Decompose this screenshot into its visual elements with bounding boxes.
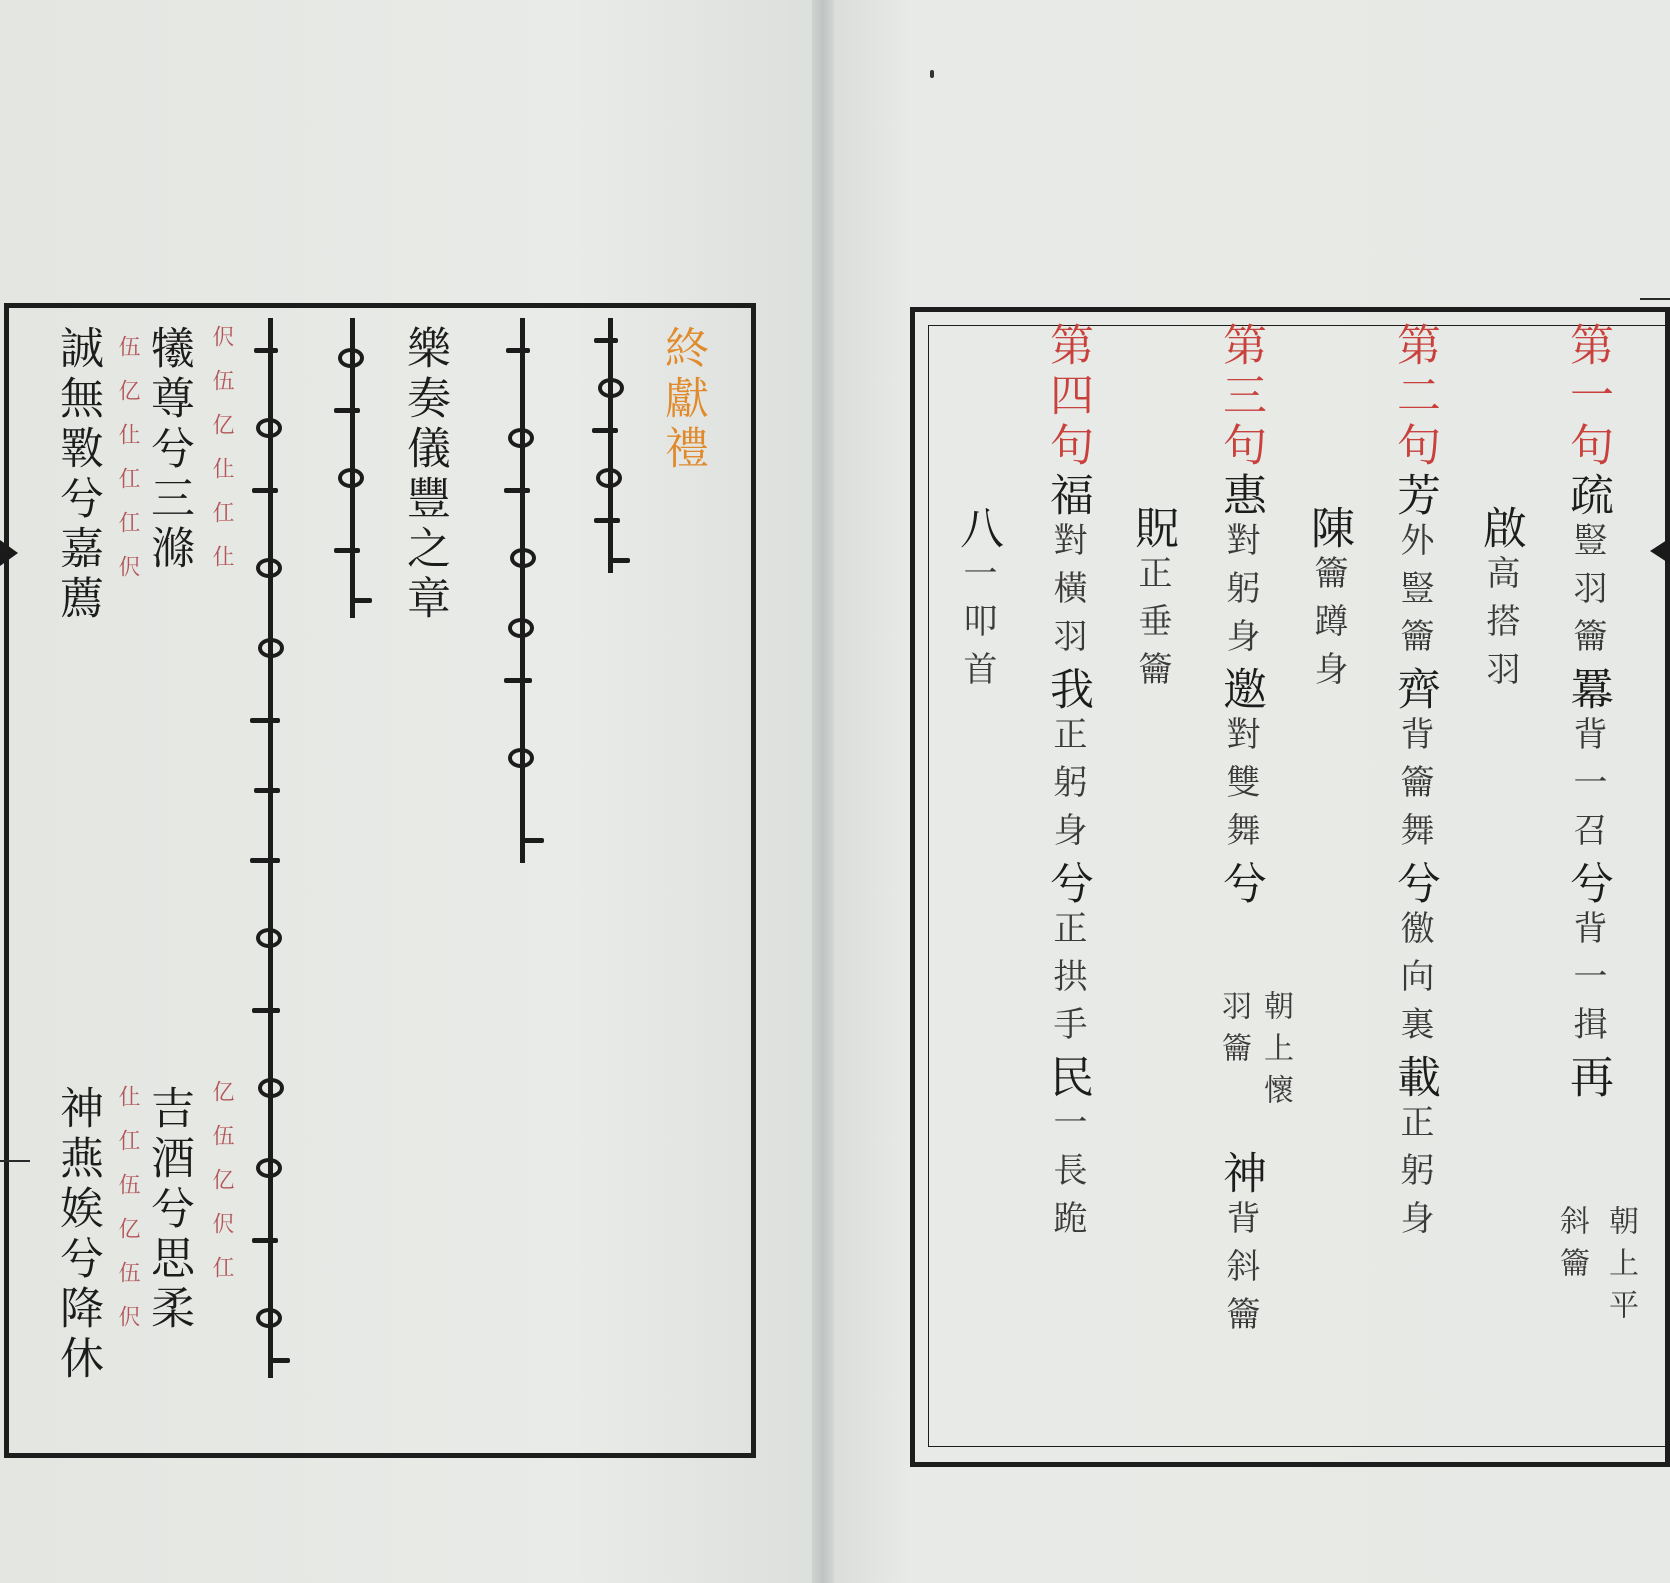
dance-instruction: 一長跪 [1047,1104,1087,1248]
dance-instruction: 正躬身 [1394,1104,1434,1248]
dance-instruction: 籥蹲身 [1308,555,1348,699]
dance-instruction: 背籥舞 [1394,716,1434,860]
lyric-character: 惠 [1215,472,1266,522]
lyric-character: 兮 [1562,860,1613,910]
dance-instruction: 正躬身 [1047,716,1087,860]
instruction-column-2 [1475,505,1526,699]
lyric-character: 神 [1215,1150,1266,1200]
instruction-column-tail [1215,1150,1266,1344]
verse-label: 第四句 [1042,322,1093,472]
lyric-character: 齊 [1389,666,1440,716]
instruction-column-5 [1215,322,1266,910]
instruction-column-6 [1127,505,1178,699]
right-top-rule [1640,298,1670,300]
dance-instruction: 外豎籥 [1394,522,1434,666]
instruction-column-1 [1562,322,1613,1104]
left-fishtail-mark [0,540,18,566]
left-fold-line [0,1160,30,1162]
lyric-character: 貺 [1127,505,1178,555]
dance-instruction: 一叩首 [957,555,997,699]
verse-label: 第三句 [1215,322,1266,472]
dance-instruction: 對橫羽 [1047,522,1087,666]
pitch-notes-2: 伍亿仩仜仜伬 [115,335,140,599]
pitch-notes-3: 亿伍亿伬仜 [209,1080,234,1300]
dance-instruction: 背斜籥 [1220,1200,1260,1344]
lyric-character: 疏 [1562,472,1613,522]
dance-instruction: 徼向裏 [1394,910,1434,1054]
lyric-character: 福 [1042,472,1093,522]
dance-instruction: 正垂籥 [1132,555,1172,699]
lyric-character: 我 [1042,666,1093,716]
sub-instruction: 朝上懷 [1258,990,1293,1116]
instruction-column-8 [952,505,1003,699]
lyric-character: 民 [1042,1054,1093,1104]
lyric-character: 邀 [1215,666,1266,716]
ink-speck [930,70,934,78]
dance-instruction: 高搭羽 [1480,555,1520,699]
dance-instruction: 對躬身 [1220,522,1260,666]
dance-instruction: 對雙舞 [1220,716,1260,860]
book-gutter [812,0,834,1583]
chinese-column-3: 誠無斁兮嘉薦 [52,325,103,625]
lyric-character: 羃 [1562,666,1613,716]
sub-instruction: 朝上平 [1603,1205,1638,1331]
sub-instruction: 羽籥 [1216,990,1251,1074]
lyric-character: 陳 [1303,505,1354,555]
dance-instruction: 背一召 [1567,716,1607,860]
lyric-character: 再 [1562,1054,1613,1104]
right-fishtail-mark [1650,538,1670,564]
instruction-column-7 [1042,322,1093,1248]
pitch-notes-4: 仩仜伍亿伍伬 [115,1085,140,1349]
lyric-character: 兮 [1042,860,1093,910]
pitch-notes-1: 伬伍亿仩仜仩 [209,325,234,589]
dance-instruction: 背一揖 [1567,910,1607,1054]
sub-instruction: 斜籥 [1554,1205,1589,1289]
dance-instruction: 豎羽籥 [1567,522,1607,666]
lyric-character: 載 [1389,1054,1440,1104]
lyric-character: 芳 [1389,472,1440,522]
lyric-character: 兮 [1389,860,1440,910]
chinese-column-2: 犧尊兮三滌 [143,325,194,575]
chinese-column-1: 樂奏儀豐之章 [399,325,450,625]
verse-label: 第二句 [1389,322,1440,472]
verse-label: 第一句 [1562,322,1613,472]
dance-instruction: 正拱手 [1047,910,1087,1054]
lyric-character: 啟 [1475,505,1526,555]
chinese-column-5: 神燕娭兮降休 [52,1085,103,1385]
instruction-column-4 [1303,505,1354,699]
chinese-column-4: 吉酒兮思柔 [143,1085,194,1335]
section-title: 終獻禮 [657,325,708,475]
instruction-column-3 [1389,322,1440,1248]
lyric-character: 八 [952,505,1003,555]
lyric-character: 兮 [1215,860,1266,910]
